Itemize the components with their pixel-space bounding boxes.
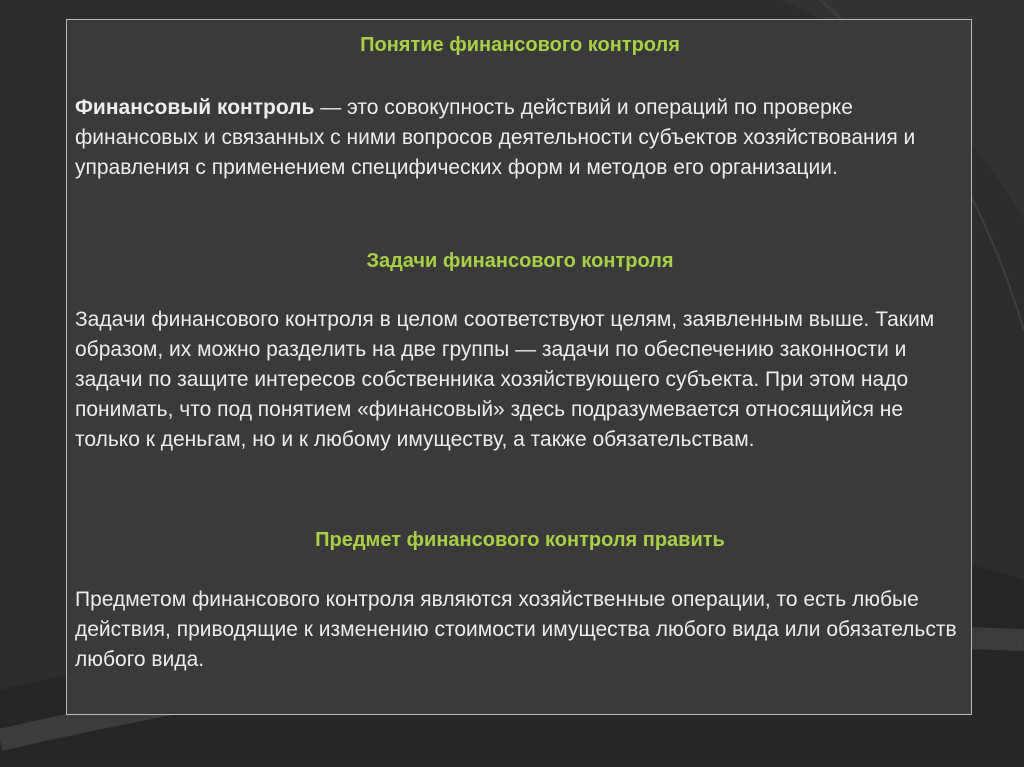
section-body-concept <box>75 93 970 183</box>
section-heading-concept: Понятие финансового контроля <box>360 34 680 56</box>
section-heading-subject: Предмет финансового контроля править <box>315 529 725 551</box>
content-panel <box>66 19 972 715</box>
section-heading-tasks: Задачи финансового контроля <box>366 250 674 272</box>
definition-text: — это совокупность действий и операций по проверке финансовых и связанных с ними вопросов деятельности субъектов хозяйствования и управления с применением специфических форм и методов его организации. <box>75 96 916 179</box>
section-body-subject: Предметом финансового контроля являются хозяйственные операции, то есть любые действия, приводящие к изменению стоимости имущества любого вида или обязательств любого вида. <box>75 588 957 671</box>
term-financial-control: Финансовый контроль <box>75 96 315 119</box>
section-body-tasks: Задачи финансового контроля в целом соответствуют целям, заявленным выше. Таким образом, их можно разделить на две группы — задачи по обеспечению законности и задачи по защите интересов собственника хозяйствующего субъекта. При этом надо понимать, что под понятием «финансовый» здесь подразумевается относящийся не только к деньгам, но и к любому имуществу, а также обязательствам. <box>75 308 935 451</box>
